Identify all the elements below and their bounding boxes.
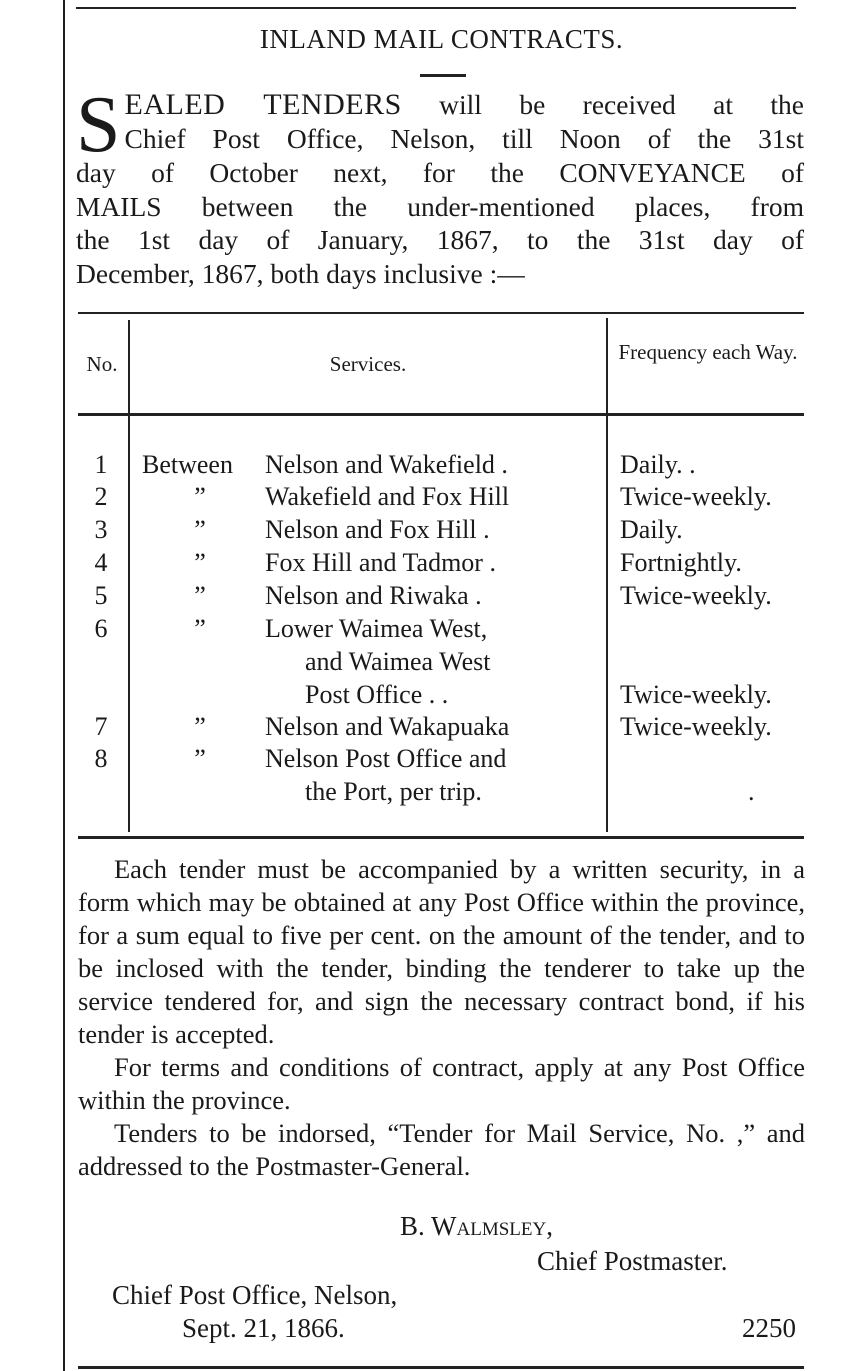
row-service: Nelson and Wakapuaka (265, 712, 510, 741)
row-number: 7 (94, 712, 108, 741)
table-top-rule (78, 312, 804, 314)
signatory-name: B. Walmsley, (400, 1211, 553, 1241)
paragraph-terms: For terms and conditions of contract, apply at any Post Office within the province. (78, 1052, 805, 1115)
lead-line-3: day of October next, for the CONVEYANCE of (76, 157, 804, 188)
lead-line-6: December, 1867, both days inclusive :— (76, 257, 525, 289)
row-service-line: Lower Waimea West, (265, 614, 488, 643)
lead-line-1: will be received at the (401, 89, 804, 120)
notice-title: INLAND MAIL CONTRACTS. (259, 24, 624, 54)
lead-caps: EALED TENDERS (124, 88, 402, 121)
signatory-title: Chief Postmaster. (537, 1246, 728, 1276)
row-frequency: Twice-weekly. (620, 712, 772, 741)
row-service: Nelson and Fox Hill . (265, 515, 490, 544)
lead-line-4: MAILS between the under-mentioned places, from (76, 190, 804, 222)
row-frequency: Daily. . (620, 450, 696, 479)
row-number: 6 (94, 614, 108, 643)
table-row (0, 449, 865, 482)
conditions-text (78, 853, 805, 1183)
ditto-mark: ” (194, 744, 206, 773)
header-frequency: Frequency each Way. (618, 340, 798, 364)
ditto-mark: ” (194, 515, 206, 544)
row-frequency: Fortnightly. (620, 548, 742, 577)
ditto-mark: ” (194, 482, 206, 511)
dropcap: S (76, 81, 121, 169)
row-service: Wakefield and Fox Hill (265, 482, 510, 511)
table-row (0, 711, 865, 744)
table-row (0, 613, 865, 712)
bottom-rule (78, 1366, 804, 1369)
row-number: 4 (94, 548, 108, 577)
row-service-line: Nelson Post Office and (265, 744, 507, 773)
row-number: 2 (94, 482, 108, 511)
row-service: Nelson and Riwaka . (265, 581, 482, 610)
row-service: Nelson and Wakefield . (265, 450, 508, 479)
lead-line-5: the 1st day of January, 1867, to the 31st day of (76, 224, 804, 255)
table-row (0, 743, 865, 809)
origin-date: Sept. 21, 1866. (182, 1313, 345, 1343)
ditto-mark: ” (194, 581, 206, 610)
row-frequency: Twice-weekly. (620, 680, 772, 709)
ad-number: 2250 (742, 1313, 796, 1343)
row-number: 1 (94, 450, 108, 479)
origin-place: Chief Post Office, Nelson, (112, 1280, 398, 1310)
table-row (0, 580, 865, 613)
row-frequency: Twice-weekly. (620, 581, 772, 610)
ditto-mark: ” (194, 712, 206, 741)
paragraph-security: Each tender must be accompanied by a written security, in a form which may be obtained at any Post Office within the province, for a sum equal to five per cent. on the amount of the tender, and to be inclosed with the tender, binding the tenderer to take up the service tendered for, and sign the necessary contract bond, if his tender is accepted. (78, 854, 805, 1049)
table-bottom-rule (78, 836, 804, 839)
paragraph-indorsement: Tenders to be indorsed, “Tender for Mail Service, No. ,” and addressed to the Postmaster-General. (78, 1118, 805, 1181)
table-row (0, 514, 865, 547)
header-no: No. (86, 352, 118, 376)
row-prefix: Between (142, 450, 233, 479)
lead-line-2: Chief Post Office, Nelson, till Noon of the 31st (124, 122, 804, 154)
row-frequency: Daily. (620, 515, 683, 544)
row-service-line: and Waimea West (305, 647, 491, 676)
table-row (0, 547, 865, 580)
row-service: Fox Hill and Tadmor . (265, 548, 496, 577)
row-service-line: Post Office . . (305, 680, 449, 709)
ditto-mark: ” (194, 548, 206, 577)
row-number: 5 (94, 581, 108, 610)
row-service-line: the Port, per trip. (305, 777, 482, 806)
lead-paragraph (76, 81, 804, 290)
ditto-mark: ” (194, 614, 206, 643)
row-number: 3 (94, 515, 108, 544)
header-services: Services. (329, 352, 407, 376)
row-frequency: Twice-weekly. (620, 482, 772, 511)
table-row (0, 481, 865, 514)
title-dash (420, 74, 466, 77)
table-header-rule (78, 413, 804, 416)
row-frequency: . (748, 777, 755, 806)
top-rule (76, 7, 796, 9)
row-number: 8 (94, 744, 108, 773)
